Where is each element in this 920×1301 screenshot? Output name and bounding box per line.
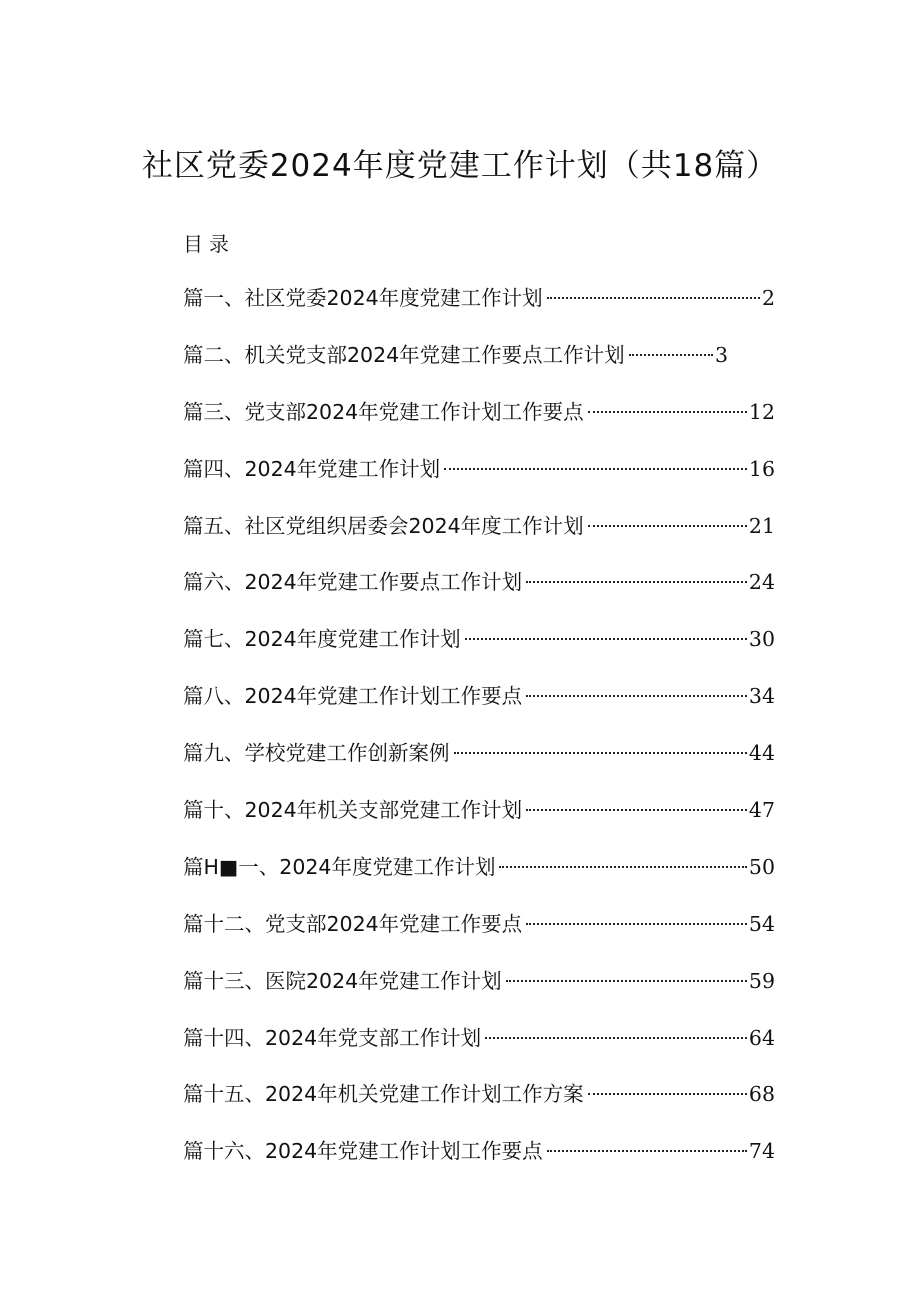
toc-dot-leader (526, 789, 747, 812)
toc-page-number: 16 (748, 456, 775, 481)
toc-entry-title: 篇一、社区党委2024年度党建工作计划 (183, 286, 543, 310)
toc-entry[interactable] (183, 452, 775, 509)
toc-entry[interactable] (183, 338, 728, 395)
toc-page-number: 59 (748, 968, 775, 993)
toc-dot-leader (547, 1130, 747, 1153)
toc-entry-title: 篇二、机关党支部2024年党建工作要点工作计划 (183, 342, 625, 367)
toc-dot-leader (485, 1016, 747, 1039)
toc-dot-leader (454, 732, 747, 755)
document-title: 社区党委2024年度党建工作计划（共18篇） (141, 148, 779, 184)
toc-entry[interactable] (183, 281, 775, 338)
toc-entry[interactable] (183, 850, 775, 907)
toc-dot-leader (629, 333, 713, 356)
toc-entry-title: 篇三、党支部2024年党建工作计划工作要点 (183, 399, 584, 424)
toc-entry-title: 篇H■一、2024年度党建工作计划 (183, 854, 496, 879)
toc-dot-leader (526, 902, 747, 925)
toc-entry-title: 篇七、2024年度党建工作计划 (183, 627, 461, 652)
toc-entry[interactable] (183, 679, 775, 736)
toc-page-number: 34 (748, 684, 775, 709)
toc-dot-leader (588, 1073, 747, 1096)
toc-page-number: 30 (748, 627, 775, 652)
toc-entry-title: 篇十四、2024年党支部工作计划 (183, 1025, 482, 1050)
toc-heading: 目录 (183, 232, 235, 256)
toc-page-number: 68 (748, 1082, 775, 1107)
toc-entry[interactable] (183, 964, 775, 1021)
toc-entry[interactable] (183, 1134, 775, 1191)
toc-dot-leader (588, 504, 747, 527)
toc-entry-title: 篇十三、医院2024年党建工作计划 (183, 968, 502, 993)
toc-entry[interactable] (183, 1021, 775, 1078)
toc-entry[interactable] (183, 793, 775, 850)
toc-page-number: 44 (748, 741, 775, 766)
toc-entry-title: 篇四、2024年党建工作计划 (183, 456, 441, 481)
toc-page-number: 47 (748, 798, 775, 823)
toc-entry-title: 篇九、学校党建工作创新案例 (183, 741, 450, 766)
toc-page-number: 50 (748, 854, 775, 879)
toc-page-number: 2 (761, 286, 775, 310)
toc-entry-title: 篇十五、2024年机关党建工作计划工作方案 (183, 1082, 584, 1107)
toc-entry-title: 篇十二、党支部2024年党建工作要点 (183, 911, 523, 936)
toc-dot-leader (506, 959, 747, 982)
toc-entry-title: 篇五、社区党组织居委会2024年度工作计划 (183, 513, 584, 538)
toc-page-number: 21 (748, 513, 775, 538)
toc-entry-title: 篇十六、2024年党建工作计划工作要点 (183, 1139, 543, 1164)
toc-entry[interactable] (183, 736, 775, 793)
toc-dot-leader (444, 447, 747, 470)
toc-entry[interactable] (183, 907, 775, 964)
toc-entry[interactable] (183, 509, 775, 566)
toc-page-number: 24 (748, 570, 775, 595)
toc-dot-leader (465, 618, 747, 641)
toc-dot-leader (547, 277, 760, 300)
toc-page-number: 74 (748, 1139, 775, 1164)
toc-dot-leader (526, 675, 747, 698)
toc-page-number: 54 (748, 911, 775, 936)
toc-entry[interactable] (183, 1077, 775, 1134)
toc-entry-title: 篇十、2024年机关支部党建工作计划 (183, 798, 523, 823)
toc-dot-leader (499, 845, 746, 868)
toc-page-number: 12 (748, 399, 775, 424)
toc-entry-title: 篇八、2024年党建工作计划工作要点 (183, 684, 523, 709)
toc-page-number: 64 (748, 1025, 775, 1050)
toc-entry[interactable] (183, 395, 775, 452)
toc-page-number: 3 (714, 342, 728, 367)
toc-entry-title: 篇六、2024年党建工作要点工作计划 (183, 570, 523, 595)
toc-entry[interactable] (183, 565, 775, 622)
toc-dot-leader (526, 561, 747, 584)
toc-entry[interactable] (183, 622, 775, 679)
toc-dot-leader (588, 390, 747, 413)
table-of-contents (183, 281, 775, 1191)
